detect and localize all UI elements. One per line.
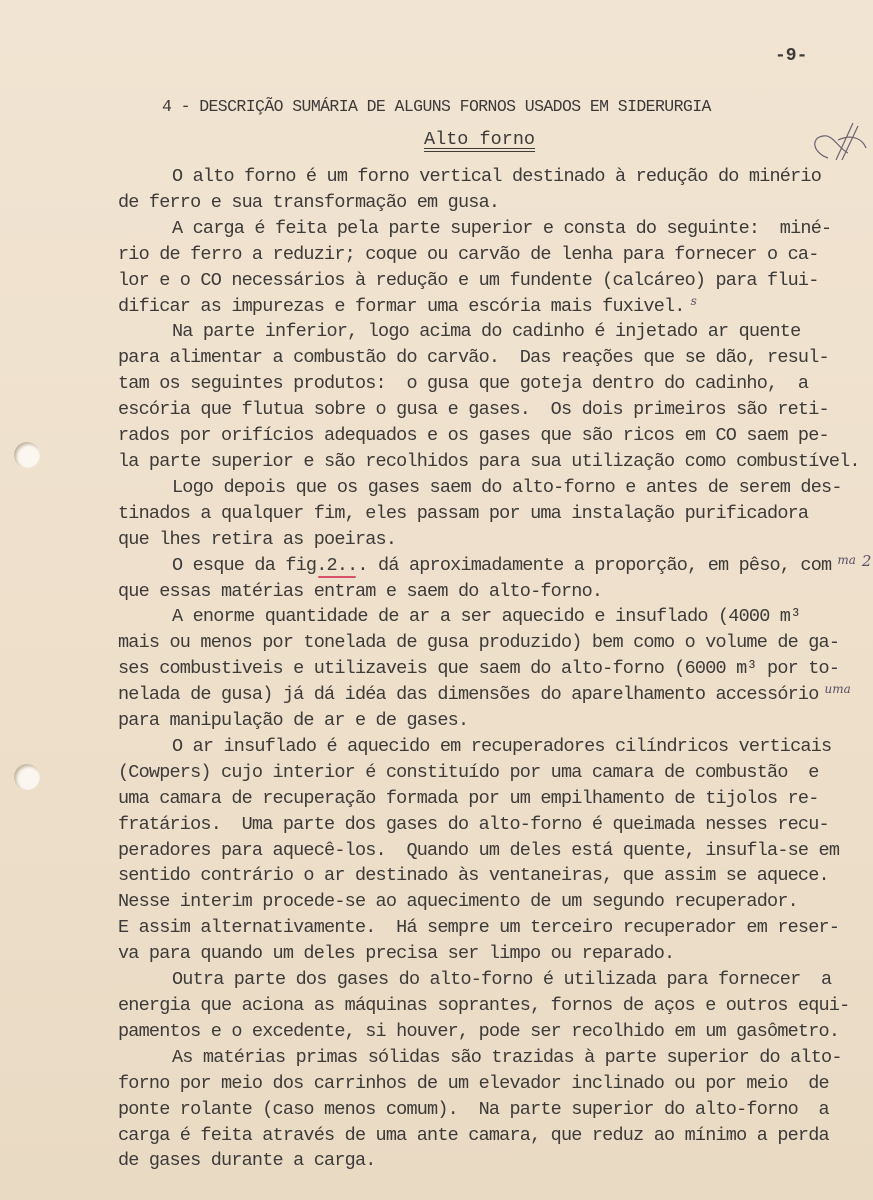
text-line (118, 967, 868, 993)
text-line-content: E assim alternativamente. Há sempre um terceiro recuperador em reser- (118, 917, 840, 939)
text-line-content: rados por orifícios adequados e os gases que são ricos em CO saem pe- (118, 425, 829, 447)
text-line-content: O ar insuflado é aquecido em recuperadores cilíndricos verticais (172, 735, 832, 757)
text-line (118, 371, 868, 397)
text-line (118, 190, 868, 216)
text-line-content: pamentos e o excedente, si houver, pode ser recolhido em um gasômetro. (118, 1020, 840, 1042)
text-line (118, 1045, 868, 1071)
text-line-content: As matérias primas sólidas são trazidas à parte superior do alto- (172, 1046, 842, 1068)
text-line-content: A carga é feita pela parte superior e consta do seguinte: miné- (172, 217, 832, 239)
text-line-content: A enorme quantidade de ar a ser aquecido e insuflado (4000 m³ (172, 606, 801, 628)
text-line-content: ses combustiveis e utilizaveis que saem do alto-forno (6000 m³ por to- (118, 658, 840, 680)
text-line-content: peradores para aquecê-los. Quando um deles está quente, insufla-se em (118, 839, 840, 861)
text-line-content: Nesse interim procede-se ao aquecimento de um segundo recuperador. (118, 891, 798, 913)
text-line-content: Na parte inferior, logo acima do cadinho é injetado ar quente (172, 321, 801, 343)
text-line-content: de ferro e sua transformação em gusa. (118, 191, 500, 213)
text-line-content: energia que aciona as máquinas soprantes, fornos de aços e outros equi- (118, 995, 850, 1016)
text-line-content: para manipulação de ar e de gases. (118, 710, 469, 732)
text-line (118, 1148, 868, 1174)
punch-hole (14, 442, 40, 468)
section-heading: 4 - DESCRIÇÃO SUMÁRIA DE ALGUNS FORNOS USADOS EM SIDERURGIA (162, 97, 711, 116)
text-line (118, 242, 868, 268)
text-line-content: uma camara de recuperação formada por um empilhamento de tijolos re- (118, 787, 819, 809)
document-body (118, 164, 872, 1174)
text-line (118, 915, 868, 941)
text-line (118, 397, 868, 423)
text-line-content: carga é feita através de uma ante camara, que reduz ao mínimo a perda (118, 1124, 829, 1146)
text-line-content: que lhes retira as poeiras. (118, 528, 397, 550)
text-line-content: que essas matérias entram e saem do alto-forno. (118, 580, 603, 602)
text-line-content: forno por meio dos carrinhos de um elevador inclinado ou por meio de (118, 1072, 829, 1094)
text-line (118, 1019, 868, 1045)
text-line (118, 1071, 868, 1097)
text-line (118, 294, 868, 320)
text-line-content: rio de ferro a reduzir; coque ou carvão de lenha para fornecer o ca- (118, 243, 819, 265)
punch-hole (14, 764, 40, 790)
text-line-content: O alto forno é um forno vertical destinado à redução do minério (172, 166, 822, 187)
text-line (118, 319, 868, 345)
text-line-content: tinados a qualquer fim, eles passam por uma instalação purificadora (118, 502, 809, 524)
subheading: Alto forno (424, 129, 536, 150)
page-number: -9- (775, 46, 808, 66)
text-line-content: tam os seguintes produtos: o gusa que goteja dentro do cadinho, a (118, 373, 809, 395)
handwritten-fig-number: 2 (861, 551, 872, 570)
text-line-content: Outra parte dos gases do alto-forno é utilizada para fornecer a (172, 969, 832, 991)
text-line-content: escória que flutua sobre o gusa e gases. Os dois primeiros são reti- (118, 399, 829, 421)
text-line (118, 734, 868, 760)
text-line-content: sentido contrário o ar destinado às ventaneiras, que assim se aquece. (118, 865, 829, 887)
text-line-content: Logo depois que os gases saem do alto-forno e antes de serem des- (172, 476, 842, 498)
text-line (118, 604, 868, 630)
handwritten-insert: uma (824, 682, 851, 697)
text-line (118, 551, 872, 579)
text-line-content: ponte rolante (caso menos comum). Na parte superior do alto-forno a (118, 1098, 829, 1120)
text-line (118, 682, 868, 708)
text-line-content: nelada de gusa) já dá idéa das dimensões do aparelhamento accessório (118, 684, 819, 706)
text-line (118, 475, 868, 501)
text-line (118, 449, 868, 475)
text-line (118, 656, 868, 682)
text-line (118, 216, 868, 242)
text-line-content: (Cowpers) cujo interior é constituído por uma camara de combustão e (118, 761, 819, 783)
text-line (118, 993, 868, 1019)
text-line (118, 423, 868, 449)
text-line (118, 579, 868, 605)
text-line (118, 760, 868, 786)
text-line-content: lor e o CO necessários à redução e um fundente (calcáreo) para flui- (118, 269, 819, 291)
text-line (118, 863, 868, 889)
text-line (118, 838, 868, 864)
text-line (118, 708, 868, 734)
text-line (118, 812, 868, 838)
text-line (118, 1097, 868, 1123)
text-line (118, 1123, 868, 1149)
text-line-content: va para quando um deles precisa ser limpo ou reparado. (118, 943, 675, 965)
text-line (118, 501, 868, 527)
text-line (118, 345, 868, 371)
red-underline (318, 576, 356, 578)
text-line-content: mais ou menos por tonelada de gusa produzido) bem como o volume de ga- (118, 632, 840, 654)
text-line (118, 527, 868, 553)
text-line-content: de gases durante a carga. (118, 1150, 376, 1172)
text-line (118, 786, 868, 812)
text-line (118, 268, 868, 294)
text-line (118, 164, 868, 190)
text-line-content: dificar as impurezas e formar uma escória mais fuxivel. (118, 295, 685, 317)
text-line (118, 889, 868, 915)
text-line-content: para alimentar a combustão do carvão. Das reações que se dão, resul- (118, 347, 829, 369)
text-line-content: la parte superior e são recolhidos para sua utilização como combustível. (118, 450, 860, 472)
handwritten-correction: s (690, 293, 697, 308)
text-line (118, 941, 868, 967)
text-line-content: fratários. Uma parte dos gases do alto-forno é queimada nesses recu- (118, 813, 829, 835)
text-line-content: O esque da fig.2... dá aproximadamente a proporção, em pêso, com (172, 554, 832, 576)
text-line (118, 630, 868, 656)
handwritten-insert: ma (837, 552, 856, 567)
